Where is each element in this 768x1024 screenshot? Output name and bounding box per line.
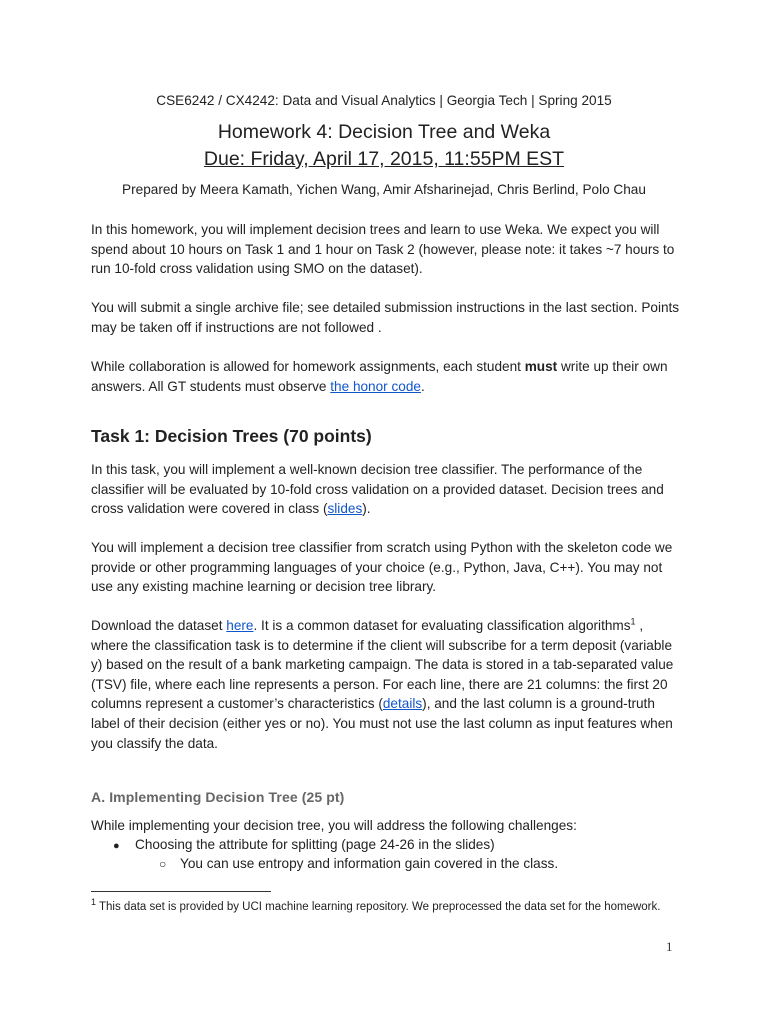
- task1-paragraph-3-end: ), and the last column is a ground-truth label of their decision (either yes or no). You must not use the last column as input features when you classify the data.: [91, 696, 673, 751]
- task1-paragraph-3-start: Download the dataset: [91, 618, 227, 633]
- section-a-heading: A. Implementing Decision Tree (25 pt): [91, 789, 345, 805]
- page-number: 1: [666, 939, 673, 954]
- footnote-marker: 1: [91, 897, 97, 908]
- task1-paragraph-3-mid: . It is a common dataset for evaluating classification algorithms: [253, 618, 631, 633]
- must-emphasis: must: [524, 359, 558, 374]
- footnote-reference: 1: [630, 616, 636, 627]
- intro-paragraph-3: [91, 357, 681, 396]
- details-link[interactable]: details: [382, 696, 423, 712]
- bullet-text: Choosing the attribute for splitting (page 24-26 in the slides): [135, 837, 495, 852]
- footnote: [91, 899, 691, 915]
- sub-bullet-text: You can use entropy and information gain covered in the class.: [180, 856, 559, 871]
- task1-paragraph-2: You will implement a decision tree classifier from scratch using Python with the skeleton code we provide or other programming languages of your choice (e.g., Python, Java, C++). You may not use any existing machine learning or decision tree library.: [91, 540, 673, 595]
- intro-paragraph-3-start: While collaboration is allowed for homework assignments, each student: [91, 359, 525, 374]
- intro-paragraph-3-end: .: [420, 378, 425, 394]
- sub-bullet-item: [91, 854, 691, 873]
- task1-paragraph-1-text: In this task, you will implement a well-known decision tree classifier. The performance of the classifier will be evaluated by 10-fold cross validation on a provided dataset. Decision trees and cross validation were covered in class (: [91, 462, 664, 517]
- section-a-intro: While implementing your decision tree, you will address the following challenges:: [91, 818, 577, 833]
- footnote-text: This data set is provided by UCI machine learning repository. We preprocessed the data set for the homework.: [96, 901, 661, 913]
- prepared-by: Prepared by Meera Kamath, Yichen Wang, Amir Afsharinejad, Chris Berlind, Polo Chau: [122, 182, 646, 197]
- bullet-item: [91, 835, 691, 854]
- homework-title: Homework 4: Decision Tree and Weka: [217, 121, 551, 143]
- intro-paragraph-1: [91, 220, 681, 279]
- dataset-link[interactable]: here: [226, 618, 254, 633]
- task1-paragraph-3: [91, 616, 681, 753]
- course-line: CSE6242 / CX4242: Data and Visual Analytics | Georgia Tech | Spring 2015: [156, 93, 612, 108]
- slides-link[interactable]: slides: [327, 501, 363, 517]
- intro-paragraph-1-bold: In this homework, you will implement decision trees and learn to use Weka.: [91, 222, 544, 237]
- bullet-icon: ●: [113, 840, 120, 852]
- intro-paragraph-1-rest: We expect you will spend about 10 hours on Task 1 and 1 hour on Task 2 (however, please note: it takes ~7 hours to run 10-fold cross validation using SMO on the dataset).: [91, 222, 675, 277]
- task1-paragraph-1: [91, 460, 681, 519]
- task1-paragraph-1-end: ).: [362, 501, 371, 517]
- footnote-divider: [91, 891, 271, 892]
- intro-paragraph-3-mid: write up their own answers. All GT students must observe: [91, 359, 668, 394]
- sub-bullet-icon: ○: [159, 857, 167, 871]
- task1-paragraph-3-mid2: , where the classification task is to determine if the client will subscribe for a term deposit (variable y) based on the result of a bank marketing campaign. The data is stored in a tab-separated value (TSV) file, where each line represents a person. For each line, there are 21 columns: the first 20 columns represent a customer’s characteristics (: [91, 618, 674, 712]
- due-date: [0, 147, 768, 171]
- intro-paragraph-2: You will submit a single archive file; see detailed submission instructions in the last section. Points may be taken off if instructions are not followed .: [91, 300, 680, 335]
- due-date-text: Due: Friday, April 17, 2015, 11:55PM EST: [203, 148, 565, 170]
- honor-code-link[interactable]: the honor code: [330, 378, 421, 394]
- task1-heading: Task 1: Decision Trees (70 points): [91, 426, 372, 446]
